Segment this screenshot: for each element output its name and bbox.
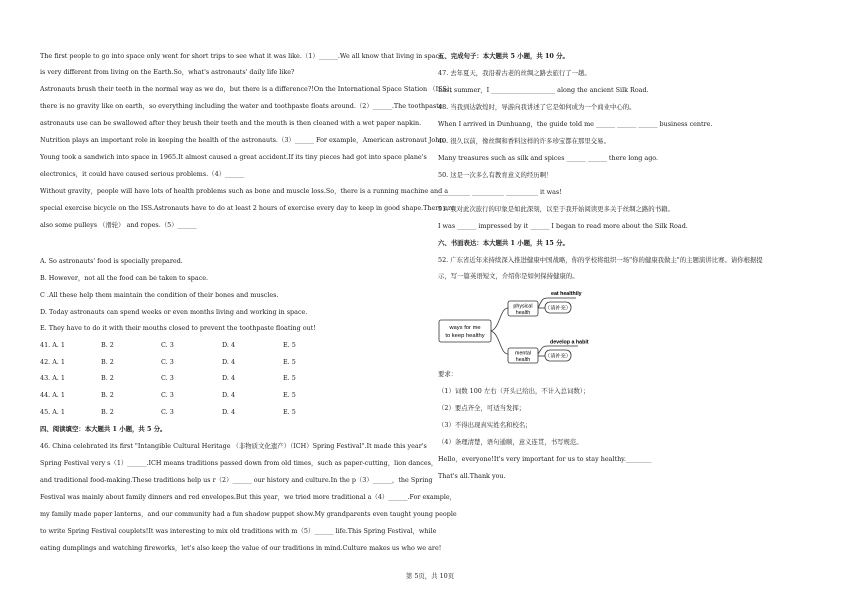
requirement-2: （2）要点齐全，可适当发挥； bbox=[438, 404, 526, 412]
essay-opening: Hello，everyone!It's very important for us to stay healthy.________ bbox=[438, 455, 652, 463]
option-item: B. However，not all the food can be taken to space. bbox=[40, 274, 209, 282]
answer-choice-d[interactable]: D. 4 bbox=[222, 408, 236, 416]
answer-choice-b[interactable]: B. 2 bbox=[101, 341, 114, 349]
passage-line: Nutrition plays an important role in keeping the health of the astronauts.（3）______ For example，American astronaut John bbox=[40, 136, 444, 144]
branch-physical-line2: health bbox=[515, 310, 531, 316]
passage-line: The first people to go into space only went for short trips to see what it was like.（1）______.We all know that living in space bbox=[40, 52, 443, 60]
mind-map bbox=[438, 288, 618, 368]
branch-physical-line1: physical bbox=[513, 303, 533, 310]
answer-choice-e[interactable]: E. 5 bbox=[283, 408, 296, 416]
question-number-choice-a[interactable]: 44. A. 1 bbox=[40, 391, 65, 399]
connector-bottom bbox=[491, 331, 508, 354]
answer-choice-d[interactable]: D. 4 bbox=[222, 391, 236, 399]
passage46-line: and traditional food-making.These traditions help us r（2）______ our history and culture.In the p（3）______，the Spring bbox=[40, 476, 433, 484]
option-item: C .All these help them maintain the condition of their bones and muscles. bbox=[40, 291, 279, 299]
passage-line: Astronauts brush their teeth in the normal way as we do，but there is a difference?!On the International Space Station （ISS）， bbox=[40, 85, 457, 93]
question-number-choice-a[interactable]: 42. A. 1 bbox=[40, 358, 65, 366]
question-number-choice-a[interactable]: 45. A. 1 bbox=[40, 408, 65, 416]
answer-choice-d[interactable]: D. 4 bbox=[222, 358, 236, 366]
mindmap-center-line2: to keep healthy bbox=[445, 333, 485, 339]
passage-line: Young took a sandwich into space in 1965.It almost caused a great accident.If its tiny pieces had got into space plane's bbox=[40, 153, 427, 161]
connector-top bbox=[491, 308, 508, 331]
option-item: D. Today astronauts can spend weeks or even months living and working in space. bbox=[40, 308, 308, 316]
passage-line: electronics，it could have caused serious problems.（4）______ bbox=[40, 170, 245, 178]
passage-line: also some pulleys （滑轮） and ropes.（5）______ bbox=[40, 221, 197, 229]
passage-line: is very different from living on the Earth.So，what's astronauts' daily life like? bbox=[40, 68, 295, 76]
passage46-line: 46. China celebrated its first "Intangible Cultural Heritage （非物质文化遗产）（ICH）Spring Festival".It made this year's bbox=[40, 442, 427, 450]
passage-line: Without gravity，people will have lots of health problems such as bone and muscle loss.So，there is a running machine and a bbox=[40, 187, 449, 195]
answer-choice-c[interactable]: C. 3 bbox=[161, 391, 174, 399]
passage46-line: to write Spring Festival couplets!It was interesting to mix old traditions with m（5）______ life.This Spring Festival，while bbox=[40, 527, 437, 535]
answer-choice-b[interactable]: B. 2 bbox=[101, 391, 114, 399]
answer-choice-c[interactable]: C. 3 bbox=[161, 358, 174, 366]
question-number-choice-a[interactable]: 43. A. 1 bbox=[40, 374, 65, 382]
passage46-line: Festival was mainly about family dinners and red envelopes.But this year，we tried more traditional a（4）______.For example， bbox=[40, 493, 457, 501]
answer-choice-c[interactable]: C. 3 bbox=[161, 374, 174, 382]
answer-choice-e[interactable]: E. 5 bbox=[283, 391, 296, 399]
q52-prompt-line1: 52. 广东省近年来持续深入推进健康中国战略，你的学校将组织一场"你的健康我做主"的主题演讲比赛。请你根据提 bbox=[438, 256, 763, 264]
q48-english: When I arrived in Dunhuang，the guide told me ______ ______ ______ business centre. bbox=[438, 120, 713, 128]
q50-english: __________ __________ __________ it was! bbox=[438, 188, 562, 196]
answer-choice-c[interactable]: C. 3 bbox=[161, 341, 174, 349]
passage46-line: Spring Festival very s（1）______.ICH means traditions passed down from old times，such as paper-cutting，lion dances， bbox=[40, 459, 438, 467]
requirement-4: （4）条理清楚，语句通顺，意义连贯，书写规范。 bbox=[438, 438, 583, 446]
mindmap-center-line1: ways for me bbox=[449, 325, 481, 331]
answer-choice-d[interactable]: D. 4 bbox=[222, 341, 236, 349]
essay-closing: That's all.Thank you. bbox=[438, 472, 506, 480]
branch-mental-line2: health bbox=[515, 357, 531, 363]
passage46-line: my family made paper lanterns，and our community had a fun shadow puppet show.My grandparents even taught young people bbox=[40, 510, 457, 518]
label-eat-healthily: eat healthily bbox=[551, 291, 582, 297]
section5-heading: 五、完成句子：本大题共 5 小题，共 10 分。 bbox=[438, 52, 569, 60]
fill-bottom-text: （请补充） bbox=[545, 353, 571, 360]
label-develop-habit: develop a habit bbox=[550, 339, 589, 346]
answer-choice-b[interactable]: B. 2 bbox=[101, 374, 114, 382]
q47-chinese: 47. 去年夏天，我沿着古老的丝绸之路去旅行了一趟。 bbox=[438, 69, 591, 77]
answer-choice-b[interactable]: B. 2 bbox=[101, 408, 114, 416]
passage-line: special exercise bicycle on the ISS.Astronauts have to do at least 2 hours of exercise every day to keep in good shape.There are bbox=[40, 204, 455, 212]
answer-choice-c[interactable]: C. 3 bbox=[161, 408, 174, 416]
branch-mental-line1: mental bbox=[515, 350, 531, 357]
answer-choice-b[interactable]: B. 2 bbox=[101, 358, 114, 366]
answer-choice-e[interactable]: E. 5 bbox=[283, 358, 296, 366]
answer-choice-e[interactable]: E. 5 bbox=[283, 374, 296, 382]
q47-english: Last summer，I ____________________ along the ancient Silk Road. bbox=[438, 86, 649, 94]
q48-chinese: 48. 当我到达敦煌时，导游向我讲述了它是如何成为一个商业中心的。 bbox=[438, 103, 636, 111]
q50-chinese: 50. 这是一次多么有教育意义的经历啊！ bbox=[438, 171, 553, 179]
q51-chinese: 51. 我对此次旅行的印象是如此深刻，以至于我开始阅读更多关于丝绸之路的书籍。 bbox=[438, 205, 674, 213]
q49-english: Many treasures such as silk and spices ______ ______ there long ago. bbox=[438, 154, 659, 162]
q52-prompt-line2: 示，写一篇英语短文，介绍你是如何保持健康的。 bbox=[438, 272, 579, 280]
section4-heading: 四、阅读填空：本大题共 1 小题，共 5 分。 bbox=[40, 425, 167, 433]
answer-choice-e[interactable]: E. 5 bbox=[283, 341, 296, 349]
q51-english: I was ______ impressed by it ______ I began to read more about the Silk Road. bbox=[438, 222, 688, 230]
requirement-3: （3）不得出现真实姓名和校名； bbox=[438, 421, 532, 429]
passage-line: astronauts use can be swallowed after they brush their teeth and the mouth is then cleaned with a wet paper napkin. bbox=[40, 119, 422, 127]
page-footer: 第 5页，共 10页 bbox=[405, 572, 455, 580]
section6-heading: 六、书面表达：本大题共 1 小题，共 15 分。 bbox=[438, 239, 569, 247]
q49-chinese: 49. 很久以前，像丝绸和香料这样的许多珍宝都在那里交易。 bbox=[438, 137, 610, 145]
passage-line: there is no gravity like on earth，so everything including the water and toothpaste floats around.（2）______.The toothpaste bbox=[40, 102, 443, 110]
passage46-line: eating dumplings and watching fireworks，let's also keep the value of our traditions in mind.Culture makes us who we are! bbox=[40, 544, 442, 552]
question-number-choice-a[interactable]: 41. A. 1 bbox=[40, 341, 65, 349]
option-item: E. They have to do it with their mouths closed to prevent the toothpaste floating out! bbox=[40, 324, 316, 332]
requirements-heading: 要求： bbox=[438, 370, 458, 378]
answer-choice-d[interactable]: D. 4 bbox=[222, 374, 236, 382]
fill-top-text: （请补充） bbox=[545, 305, 571, 312]
option-item: A. So astronauts' food is specially prepared. bbox=[40, 257, 183, 265]
requirement-1: （1）词数 100 左右（开头已给出，不计入总词数）； bbox=[438, 387, 590, 395]
